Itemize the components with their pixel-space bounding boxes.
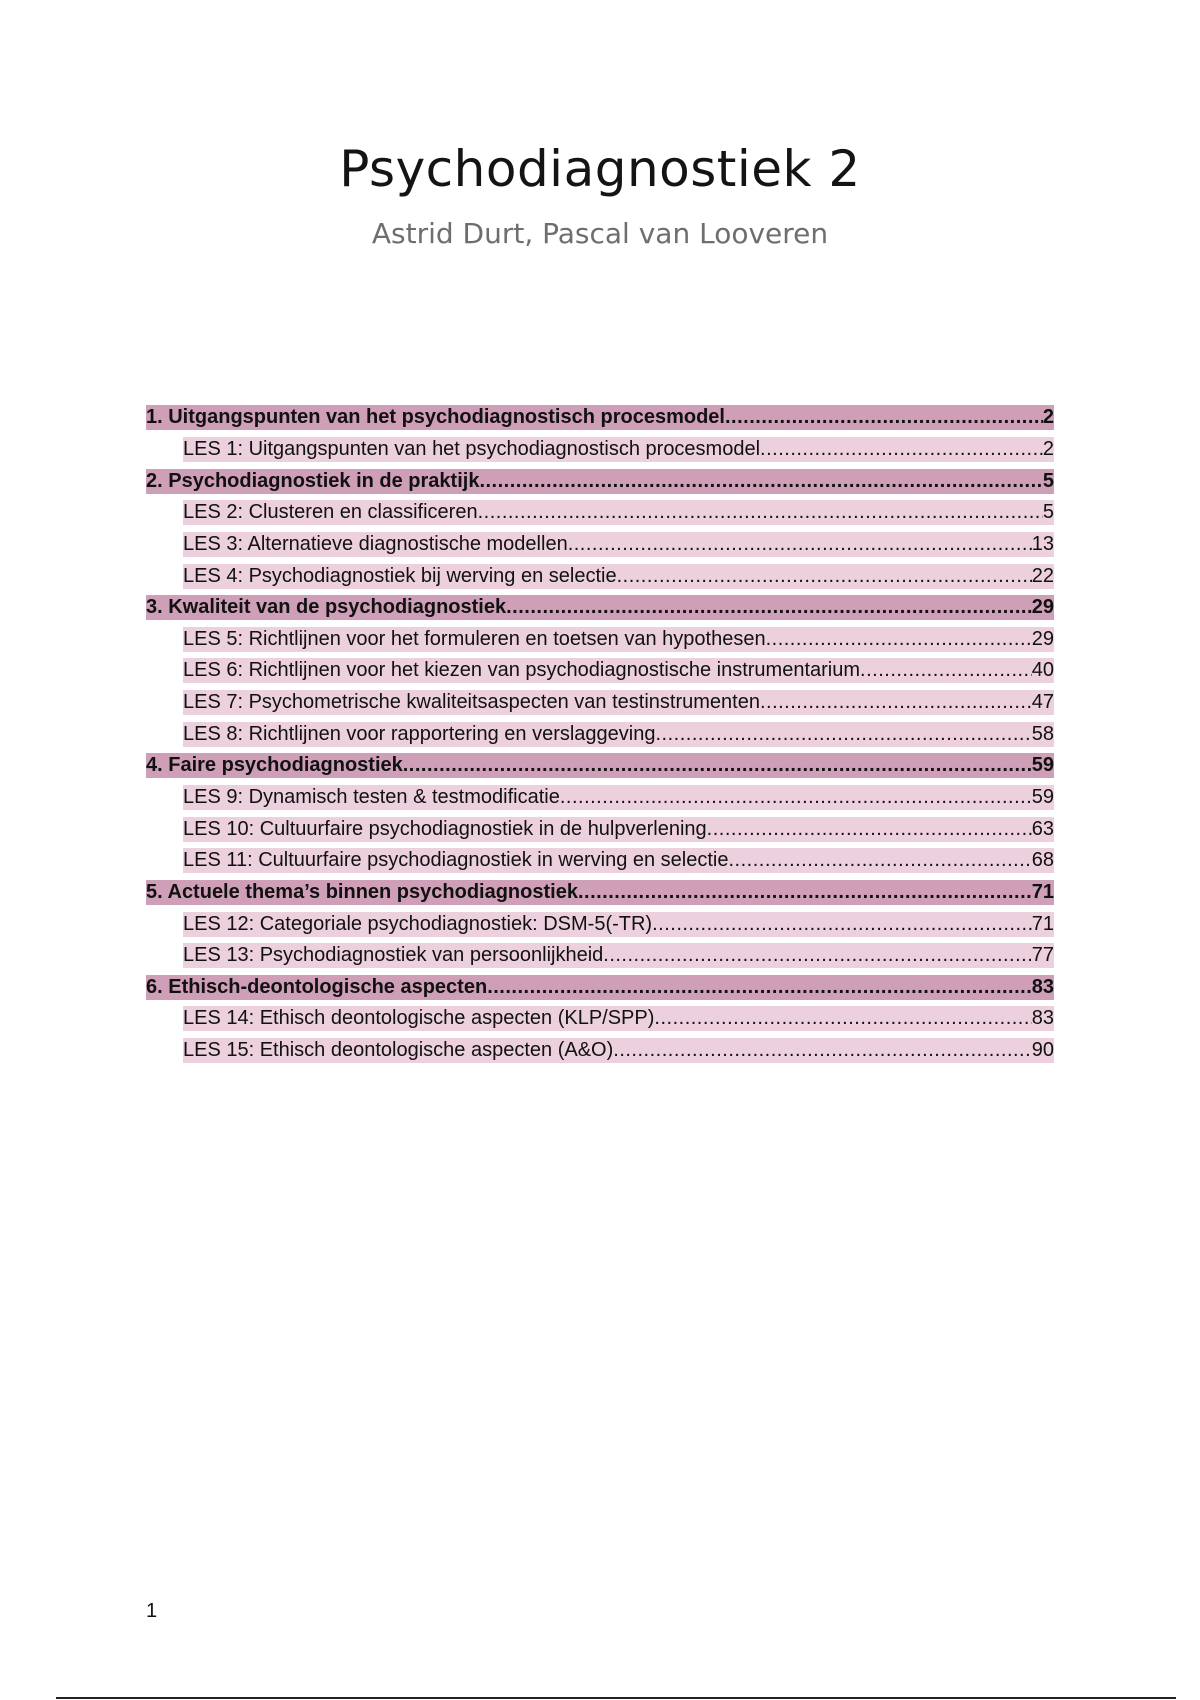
toc-entry-text: LES 14: Ethisch deontologische aspecten (KLP/SPP) [183,1007,655,1030]
toc-entry-text: LES 11: Cultuurfaire psychodiagnostiek in werving en selectie [183,849,729,872]
toc-leader-dots [560,785,1032,810]
toc-lesson-link[interactable] [146,1035,1054,1067]
toc-entry-text: 6. Ethisch-deontologische aspecten [146,975,488,998]
toc-entry-highlight [183,500,1054,525]
toc-leader-dots [729,848,1032,873]
toc-entry-text: LES 12: Categoriale psychodiagnostiek: DSM-5(-TR) [183,912,653,935]
toc-leader-dots [707,817,1032,842]
toc-entry-page: 71 [1031,880,1054,903]
toc-lesson-link[interactable] [146,940,1054,972]
toc-leader-dots [613,1038,1031,1063]
toc-entry-page: 40 [1031,659,1054,682]
toc-lesson-link[interactable] [146,529,1054,561]
toc-entry-page: 22 [1031,564,1054,587]
toc-entry-text: LES 8: Richtlijnen voor rapportering en verslaggeving [183,722,656,745]
toc-entry-text: LES 5: Richtlijnen voor het formuleren en toetsen van hypothesen [183,627,766,650]
toc-entry-highlight [183,627,1054,652]
toc-entry-highlight [146,469,1054,494]
toc-leader-dots [725,405,1043,430]
toc-entry-text: LES 7: Psychometrische kwaliteitsaspecten van testinstrumenten [183,691,760,714]
toc-entry-page: 59 [1031,754,1054,777]
toc-entry-highlight [183,658,1054,683]
toc-entry-page: 47 [1031,691,1054,714]
toc-entry-page: 29 [1031,627,1054,650]
toc-entry-highlight [183,785,1054,810]
toc-entry-text: LES 3: Alternatieve diagnostische modellen [183,532,568,555]
document-title: Psychodiagnostiek 2 [339,140,861,198]
toc-entry-text: LES 2: Clusteren en classificeren [183,501,478,524]
toc-entry-page: 5 [1042,469,1054,492]
toc-leader-dots [617,564,1032,589]
toc-entry-text: 3. Kwaliteit van de psychodiagnostiek [146,596,507,619]
toc-entry-text: LES 9: Dynamisch testen & testmodificatie [183,786,560,808]
toc-entry-page: 77 [1031,944,1054,967]
toc-entry-page: 59 [1031,786,1054,808]
toc-lesson-link[interactable] [146,560,1054,592]
toc-entry-text: LES 13: Psychodiagnostiek van persoonlijkheid [183,944,604,967]
toc-entry-page: 2 [1042,437,1054,460]
toc-chapter-link[interactable] [146,465,1054,497]
toc-lesson-link[interactable] [146,434,1054,466]
toc-chapter-link[interactable] [146,877,1054,909]
page-number: 1 [146,1600,158,1622]
toc-leader-dots [766,627,1032,652]
toc-entry-text: 1. Uitgangspunten van het psychodiagnostisch procesmodel [146,406,725,429]
toc-entry-page: 71 [1031,912,1054,935]
toc-lesson-link[interactable] [146,655,1054,687]
toc-entry-text: 5. Actuele thema’s binnen psychodiagnostiek [146,880,578,903]
toc-lesson-link[interactable] [146,845,1054,877]
toc-lesson-link[interactable] [146,1003,1054,1035]
toc-entry-highlight [183,722,1054,747]
toc-lesson-link[interactable] [146,497,1054,529]
toc-leader-dots [478,500,1043,525]
toc-entry-highlight [183,817,1054,842]
toc-entry-text: 2. Psychodiagnostiek in de praktijk [146,469,480,492]
toc-entry-highlight [146,753,1054,778]
toc-entry-highlight [146,595,1054,620]
toc-leader-dots [860,658,1032,683]
toc-entry-highlight [183,1006,1054,1031]
toc-entry-page: 13 [1031,532,1054,555]
toc-entry-highlight [146,975,1054,1000]
toc-lesson-link[interactable] [146,782,1054,814]
toc-entry-text: LES 1: Uitgangspunten van het psychodiagnostisch procesmodel [183,437,761,460]
toc-entry-page: 90 [1031,1039,1054,1062]
toc-chapter-link[interactable] [146,402,1054,434]
toc-leader-dots [760,690,1032,715]
table-of-contents [146,402,1054,1066]
toc-chapter-link[interactable] [146,592,1054,624]
toc-lesson-link[interactable] [146,718,1054,750]
toc-entry-highlight [183,532,1054,557]
toc-entry-highlight [183,943,1054,968]
toc-leader-dots [506,595,1032,620]
toc-entry-text: 4. Faire psychodiagnostiek [146,754,403,777]
toc-leader-dots [603,943,1031,968]
toc-lesson-link[interactable] [146,623,1054,655]
toc-entry-highlight [183,848,1054,873]
toc-entry-text: LES 10: Cultuurfaire psychodiagnostiek in de hulpverlening [183,817,707,840]
toc-entry-page: 83 [1031,1007,1054,1030]
toc-leader-dots [487,975,1032,1000]
toc-leader-dots [578,880,1032,905]
toc-entry-page: 2 [1042,406,1054,429]
toc-entry-page: 68 [1031,849,1054,872]
toc-leader-dots [760,437,1043,462]
toc-leader-dots [403,753,1032,778]
document-authors: Astrid Durt, Pascal van Looveren [371,217,829,250]
toc-entry-page: 58 [1031,722,1054,745]
toc-leader-dots [654,1006,1031,1031]
page-bottom-rule [56,1697,1176,1699]
toc-entry-page: 29 [1031,596,1054,619]
toc-entry-highlight [183,690,1054,715]
toc-entry-text: LES 6: Richtlijnen voor het kiezen van psychodiagnostische instrumentarium [183,659,861,682]
toc-leader-dots [479,469,1042,494]
toc-entry-highlight [146,405,1054,430]
toc-leader-dots [568,532,1032,557]
toc-lesson-link[interactable] [146,687,1054,719]
toc-entry-highlight [183,912,1054,937]
toc-entry-highlight [183,1038,1054,1063]
toc-entry-highlight [183,437,1054,462]
toc-entry-text: LES 15: Ethisch deontologische aspecten (A&O) [183,1039,614,1062]
toc-lesson-link[interactable] [146,813,1054,845]
toc-entry-page: 5 [1042,501,1054,524]
toc-leader-dots [656,722,1032,747]
toc-entry-page: 63 [1031,817,1054,840]
toc-leader-dots [652,912,1032,937]
toc-entry-text: LES 4: Psychodiagnostiek bij werving en selectie [183,564,617,587]
toc-chapter-link[interactable] [146,972,1054,1004]
toc-entry-page: 83 [1031,975,1054,998]
toc-entry-highlight [183,564,1054,589]
toc-lesson-link[interactable] [146,908,1054,940]
toc-chapter-link[interactable] [146,750,1054,782]
toc-entry-highlight [146,880,1054,905]
